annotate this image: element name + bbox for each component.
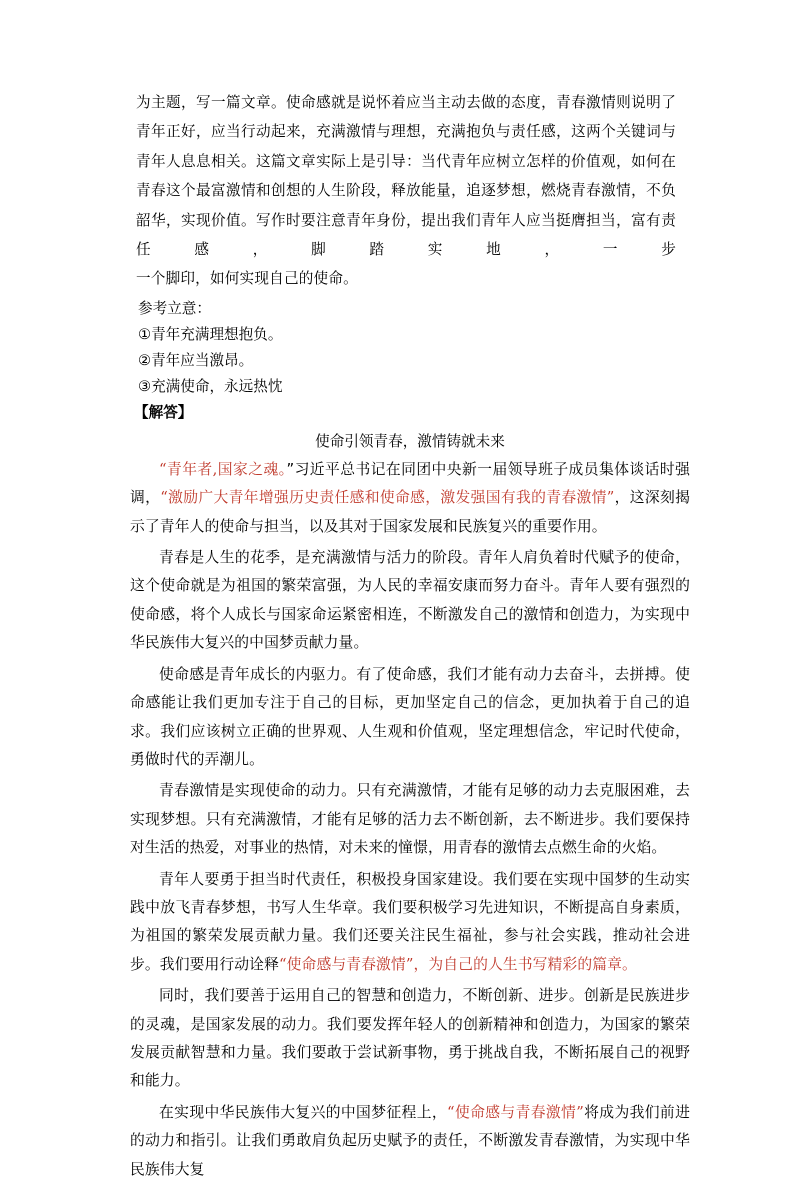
essay-paragraph-7 [130,1099,690,1184]
essay-paragraph-1 [130,456,690,541]
quote-youth-soul: “青年者,国家之魂。 [159,460,287,478]
reference-item-2: ②青年应当激昂。 [138,351,254,369]
reference-section [130,296,690,400]
essay-paragraph-5 [130,866,690,980]
essay-p1-text1: ”习近平总书记在同团中央新一届领导班子成员集体谈话时强调， [130,460,690,507]
essay-paragraph-2: 青春是人生的花季，是充满激情与活力的阶段。青年人肩负着时代赋予的使命，这个使命就是为祖国的繁荣富强，为人民的幸福安康而努力奋斗。青年人要有强烈的使命感，将个人成长与国家命运紧密相连，不断激发自己的激情和创造力，为实现中华民族伟大复兴的中国梦贡献力量。 [130,549,690,652]
answer-tag: 【解答】 [134,403,193,421]
essay-p7-text1: 在实现中华民族伟大复兴的中国梦征程上， [159,1103,448,1121]
essay-p5-red: “使命感与青春激情”，为自己的人生书写精彩的篇章。 [278,955,637,973]
document-page [130,88,690,1184]
quote-xi-speech: “激励广大青年增强历史责任感和使命感，激发强国有我的青春激情” [160,489,615,507]
analysis-paragraph-end: 一个脚印，如何实现自己的使命。 [136,270,358,288]
essay-body [130,456,690,1184]
essay-p5-text: 青年人要勇于担当时代责任，积极投身国家建设。我们要在实现中国梦的生动实践中放飞青春梦想，书写人生华章。我们要积极学习先进知识，不断提高自身素质，为祖国的繁荣发展贡献力量。我们还要关注民生福祉，参与社会实践，推动社会进步。我们要用行动诠释 [130,870,690,973]
essay-paragraph-6: 同时，我们要善于运用自己的智慧和创造力，不断创新、进步。创新是民族进步的灵魂，是国家发展的动力。我们要发挥年轻人的创新精神和创造力，为国家的繁荣发展贡献智慧和力量。我们要敢于尝试新事物，勇于挑战自我，不断拓展自己的视野和能力。 [130,987,690,1090]
essay-p7-text2: 将成为我们前进的动力和指引。让我们勇敢肩负起历史赋予的责任，不断激发青春激情，为实现中华民族伟大复 [130,1103,690,1178]
reference-item-3: ③充满使命，永远热忱 [138,377,283,395]
essay-paragraph-4: 青春激情是实现使命的动力。只有充满激情，才能有足够的动力去克服困难，去实现梦想。只有充满激情，才能有足够的活力去不断创新，去不断进步。我们要保持对生活的热爱，对事业的热情，对未来的憧憬，用青春的激情去点燃生命的火焰。 [130,782,690,857]
essay-p7-red: “使命感与青春激情” [447,1103,584,1121]
essay-title: 使命引领青春，激情铸就未来 [315,432,505,450]
reference-item-1: ①青年充满理想抱负。 [138,325,283,343]
essay-p1-text2: ，这深刻揭示了青年人的使命与担当，以及其对于国家发展和民族复兴的重要作用。 [130,489,690,535]
essay-paragraph-3: 使命感是青年成长的内驱力。有了使命感，我们才能有动力去奋斗，去拼搏。使命感能让我们更加专注于自己的目标，更加坚定自己的信念，更加执着于自己的追求。我们应该树立正确的世界观、人生观和价值观，坚定理想信念，牢记时代使命，勇做时代的弄潮儿。 [130,665,690,768]
analysis-paragraph: 为主题，写一篇文章。使命感就是说怀着应当主动去做的态度，青春激情则说明了青年正好，应当行动起来，充满激情与理想，充满抱负与责任感，这两个关键词与青年人息息相关。这篇文章实际上是引导：当代青年应树立怎样的价值观，如何在青春这个最富激情和创想的人生阶段，释放能量，追逐梦想，燃烧青春激情，不负韶华，实现价值。写作时要注意青年身份，提出我们青年人应当挺膺担当，富有责任感，脚踏实地，一步 [136,94,676,259]
reference-heading: 参考立意： [138,299,211,317]
